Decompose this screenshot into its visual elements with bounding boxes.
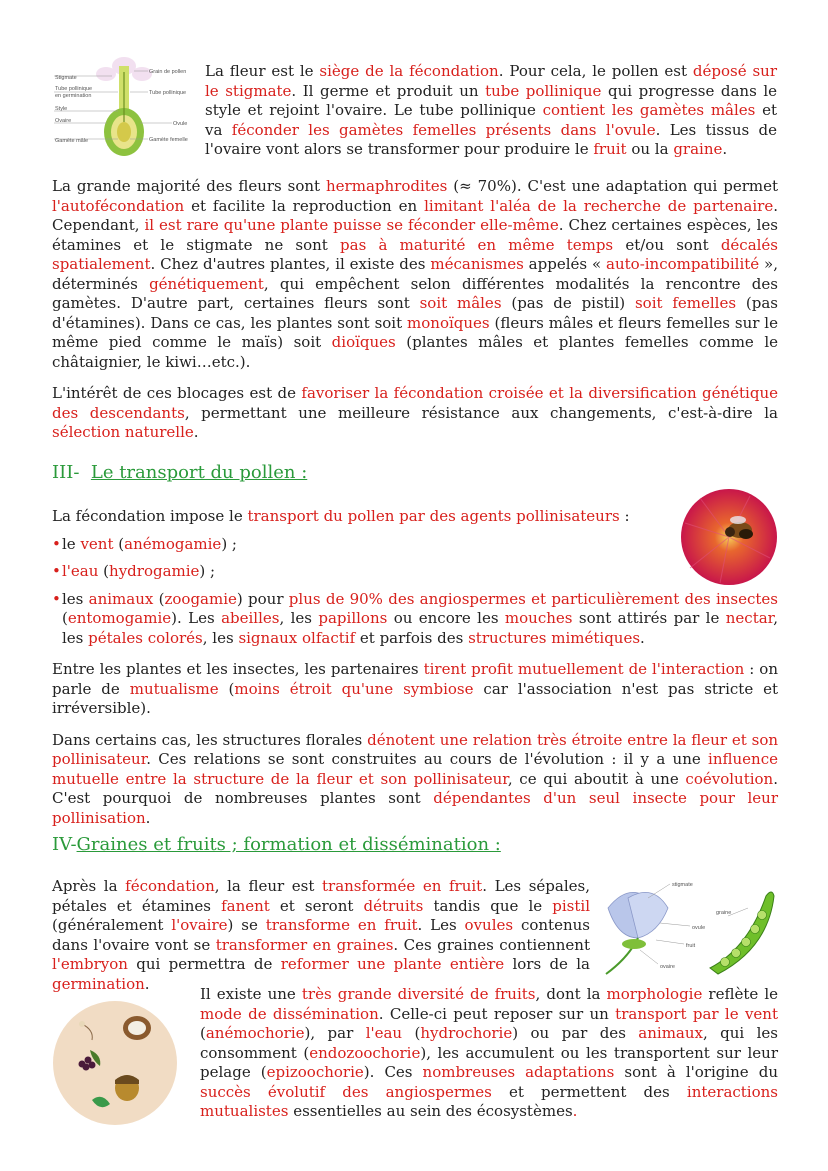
- text-run: , permettant une meilleure résistance aux changements, c'est-à-dire la: [184, 403, 778, 422]
- section-4-title: Graines et fruits ; formation et dissémination :: [76, 834, 501, 855]
- text-run: . Celle-ci peut reposer sur un: [378, 1004, 616, 1023]
- highlight-term: il est rare qu'une plante puisse se féconder elle-même: [144, 216, 559, 234]
- label-tube-germ-2: en germination: [55, 93, 92, 99]
- pollinator-list: [52, 535, 778, 649]
- text-run: .: [193, 423, 199, 441]
- label-stigmate: Stigmate: [55, 75, 77, 81]
- highlight-term: l'embryon: [52, 955, 128, 973]
- text-run: contenus dans l'ovaire vont se: [52, 916, 590, 954]
- highlight-term: ovules: [464, 916, 514, 934]
- text-run: essentielles au sein des écosystèmes: [288, 1102, 573, 1120]
- highlight-term: mutualisme: [129, 679, 219, 698]
- highlight-term: papillons: [318, 609, 388, 627]
- text-run: .: [640, 628, 645, 647]
- highlight-term: fruit: [593, 140, 627, 158]
- text-run: . Les sépales, pétales et étamines: [52, 877, 590, 915]
- text-run: car l'association n'est pas stricte et irréversible).: [52, 679, 779, 717]
- text-run: ). Les: [171, 609, 222, 627]
- highlight-term: soit femelles: [634, 294, 737, 312]
- highlight-term: tirent profit mutuellement de l'interaction: [423, 660, 745, 678]
- text-run: , les: [279, 609, 319, 627]
- highlight-term: pétales colorés: [88, 628, 203, 647]
- section-3-heading: [52, 462, 307, 483]
- highlight-term: pistil: [552, 896, 590, 915]
- text-run: . C'est pourquoi de nombreuses plantes sont: [52, 769, 778, 807]
- flower-to-fruit-diagram: [598, 878, 780, 978]
- highlight-term: l'eau: [365, 1024, 403, 1042]
- label-gamete-femelle: Gamète femelle: [149, 137, 188, 143]
- text-run: ) pour: [236, 589, 289, 608]
- text-run: et/ou sont: [613, 235, 721, 254]
- text-run: ). Ces: [363, 1063, 423, 1081]
- text-run: La fleur est le: [205, 62, 320, 80]
- highlight-term: .: [572, 1102, 578, 1120]
- text-run: Dans certains cas, les structures florales: [52, 730, 368, 749]
- highlight-term: hermaphrodites: [326, 177, 448, 195]
- highlight-term: déposé sur le stigmate: [205, 62, 777, 100]
- highlight-term: morphologie: [606, 985, 703, 1003]
- list-item: • l'eau (hydrogamie) ;: [52, 562, 216, 580]
- text-run: tandis que le: [423, 896, 553, 915]
- text-run: ), les accumulent ou les transportent sur leur pelage (: [200, 1043, 778, 1081]
- text-run: , les: [62, 609, 778, 647]
- highlight-term: mouches: [504, 609, 573, 627]
- highlight-term: soit mâles: [419, 294, 502, 312]
- text-run: lors de la: [504, 955, 590, 973]
- highlight-term: siège de la fécondation: [319, 62, 499, 80]
- dissemination-paragraph: [200, 985, 778, 1122]
- highlight-term: reformer une plante entière: [280, 955, 505, 973]
- text-run: .: [722, 140, 728, 158]
- highlight-term: hydrochorie: [420, 1024, 513, 1042]
- cross-fertilization-paragraph: [52, 384, 778, 443]
- text-run: reflète le: [702, 985, 779, 1003]
- highlight-term: limitant l'aléa de la recherche de partenaire: [424, 196, 774, 215]
- highlight-term: dépendantes d'un seul insecte pour leur pollinisation: [52, 789, 778, 827]
- text-run: La grande majorité des fleurs sont: [52, 177, 327, 195]
- label-fruit: fruit: [686, 943, 696, 949]
- text-run: . Ces graines contiennent: [393, 935, 590, 954]
- highlight-term: mécanismes: [430, 255, 524, 273]
- highlight-term: transforme en fruit: [265, 916, 418, 934]
- label-grain-pollen: Grain de pollen: [149, 69, 187, 75]
- highlight-term: signaux olfactif: [238, 628, 356, 647]
- section-4-number: IV-: [52, 834, 77, 855]
- text-run: , ce qui aboutit à une: [507, 769, 686, 788]
- text-run: . Chez certaines espèces, les étamines et le stigmate ne sont: [52, 216, 778, 254]
- highlight-term: sélection naturelle: [52, 423, 194, 441]
- highlight-term: contient les gamètes mâles: [542, 101, 756, 119]
- list-item: • le vent (anémogamie) ;: [52, 534, 237, 553]
- text-run: . Cependant,: [52, 196, 778, 234]
- highlight-term: très grande diversité de fruits: [301, 985, 536, 1003]
- highlight-term: décalés spatialement: [52, 235, 779, 273]
- highlight-term: génétiquement: [149, 274, 264, 293]
- text-run: Après la: [52, 877, 126, 895]
- highlight-term: favoriser la fécondation croisée et la diversification génétique des descendants: [52, 384, 778, 422]
- text-run: et permettent des: [491, 1082, 687, 1101]
- label-tube-pollinique: Tube pollinique: [149, 90, 187, 96]
- text-run: ) se: [227, 916, 266, 934]
- highlight-term: nombreuses adaptations: [422, 1063, 615, 1081]
- flower-fertilization-diagram: [52, 52, 192, 164]
- text-run: et parfois des: [355, 628, 469, 647]
- text-run: le: [62, 534, 81, 553]
- text-run: . Il germe et produit un: [291, 81, 486, 100]
- text-run: (: [200, 1024, 206, 1042]
- highlight-term: l'autofécondation: [52, 196, 185, 215]
- text-run: , les: [202, 628, 239, 647]
- highlight-term: coévolution: [685, 769, 774, 788]
- highlight-term: anémogamie: [124, 534, 222, 553]
- mutualism-paragraph: [52, 660, 778, 719]
- text-run: et seront: [269, 896, 364, 915]
- highlight-term: auto-incompatibilité: [606, 255, 760, 273]
- text-run: sont attirés par le: [572, 609, 726, 627]
- highlight-term: l'ovaire: [171, 916, 228, 934]
- label-ovaire: Ovaire: [55, 118, 72, 124]
- text-run: ou encore les: [387, 609, 505, 627]
- highlight-term: fanent: [221, 896, 270, 915]
- highlight-term: interactions mutualistes: [200, 1082, 778, 1120]
- highlight-term: germination: [52, 974, 145, 993]
- highlight-term: transport du pollen par des agents pollinisateurs: [247, 507, 620, 525]
- highlight-term: influence mutuelle entre la structure de la fleur et son pollinisateur: [52, 750, 778, 788]
- highlight-term: entomogamie: [67, 609, 172, 627]
- label-stigmate-fruit: stigmate: [672, 882, 693, 888]
- highlight-term: plus de 90% des angiospermes et particulièrement des insectes: [288, 589, 779, 608]
- highlight-term: succès évolutif des angiospermes: [200, 1082, 492, 1101]
- text-run: (: [113, 534, 125, 553]
- text-run: . Les tissus de l'ovaire vont alors se transformer pour produire le: [205, 120, 778, 158]
- text-run: ) ;: [199, 562, 216, 580]
- coevolution-paragraph: [52, 731, 778, 829]
- highlight-term: transformée en fruit: [322, 877, 483, 895]
- highlight-term: nectar: [725, 609, 774, 627]
- text-run: , qui empêchent selon différentes modalités la rencontre des gamètes. D'autre part, certaines fleurs sont: [52, 274, 778, 312]
- highlight-term: transformer en graines: [215, 935, 394, 954]
- text-run: . Pour cela, le pollen est: [498, 62, 693, 80]
- text-run: : on parle de: [52, 660, 778, 698]
- text-run: ) ;: [221, 534, 237, 553]
- text-run: qui progresse dans le style et rejoint l'ovaire. Le tube pollinique: [205, 81, 778, 119]
- label-tube-germ-1: Tube pollinique: [55, 86, 93, 92]
- highlight-term: monoïques: [407, 313, 490, 332]
- fruit-diversity-illustration: [52, 1000, 178, 1126]
- highlight-term: animaux: [638, 1024, 703, 1042]
- text-run: (généralement: [52, 916, 172, 934]
- section-3-number: III-: [52, 462, 80, 483]
- section-4-heading: [52, 834, 501, 855]
- highlight-term: anémochorie: [205, 1024, 305, 1042]
- highlight-term: graine: [673, 140, 723, 158]
- text-run: (: [218, 679, 235, 698]
- highlight-term: féconder les gamètes femelles présents dans l'ovule: [231, 120, 656, 139]
- highlight-term: epizoochorie: [266, 1063, 364, 1081]
- highlight-term: détruits: [363, 896, 424, 915]
- highlight-term: endozoochorie: [309, 1043, 421, 1062]
- section-3-lead: [52, 507, 672, 527]
- text-run: (plantes mâles et plantes femelles comme le châtaignier, le kiwi…etc.).: [52, 333, 778, 371]
- label-gamete-male: Gamète mâle: [55, 138, 89, 144]
- highlight-term: moins étroit qu'une symbiose: [234, 679, 474, 698]
- text-run: sont à l'origine du: [614, 1063, 778, 1081]
- text-run: (: [402, 1024, 421, 1042]
- text-run: ou la: [626, 140, 674, 158]
- intro-paragraph: [205, 62, 777, 160]
- text-run: appelés «: [523, 255, 607, 273]
- highlight-term: tube pollinique: [485, 81, 602, 100]
- highlight-term: fécondation: [125, 877, 215, 895]
- highlight-term: transport par le vent: [615, 1004, 778, 1023]
- text-run: ) ou par des: [512, 1024, 639, 1042]
- text-run: , la fleur est: [214, 877, 322, 895]
- highlight-term: mode de dissémination: [200, 1004, 379, 1023]
- text-run: (fleurs mâles et fleurs femelles sur le même pied comme le maïs) soit: [52, 313, 778, 351]
- text-run: La fécondation impose le: [52, 507, 248, 525]
- label-ovule-fruit: ovule: [692, 925, 706, 931]
- text-run: Il existe une: [200, 985, 302, 1003]
- label-graine: graine: [716, 910, 732, 916]
- text-run: qui permettra de: [127, 955, 281, 973]
- text-run: (: [62, 609, 68, 627]
- text-run: . Ces relations se sont construites au cours de l'évolution : il y a une: [146, 750, 709, 768]
- highlight-term: vent: [80, 534, 114, 553]
- text-run: (pas d'étamines). Dans ce cas, les plantes sont soit: [52, 294, 778, 332]
- highlight-term: dioïques: [331, 333, 396, 351]
- text-run: . Chez d'autres plantes, il existe des: [150, 255, 431, 273]
- text-run: , dont la: [535, 985, 607, 1003]
- highlight-term: zoogamie: [164, 589, 237, 608]
- text-run: :: [619, 507, 630, 525]
- text-run: L'intérêt de ces blocages est de: [52, 384, 302, 402]
- text-run: et facilite la reproduction en: [184, 196, 425, 215]
- text-run: .: [145, 808, 151, 827]
- list-item: • les animaux (zoogamie) pour plus de 90% des angiospermes et particulièrement des insectes (entomogamie). Les abeilles, les papillons ou encore les mouches sont attirés par le nectar, les pétales colorés, les signaux olfactif et parfois des structures mimétiques.: [52, 589, 779, 647]
- text-run: . Les: [417, 916, 465, 934]
- text-run: .: [144, 974, 150, 993]
- fruit-formation-paragraph: [52, 877, 590, 994]
- text-run: (pas de pistil): [501, 294, 635, 312]
- highlight-term: pas à maturité en même temps: [340, 235, 614, 254]
- text-run: (: [98, 562, 110, 580]
- highlight-term: structures mimétiques: [468, 628, 641, 647]
- text-run: et va: [205, 101, 777, 139]
- text-run: (: [153, 589, 165, 608]
- text-run: Entre les plantes et les insectes, les partenaires: [52, 660, 424, 678]
- label-style: Style: [55, 106, 68, 112]
- highlight-term: l'eau: [62, 562, 99, 580]
- hermaphrodite-paragraph: [52, 177, 778, 372]
- highlight-term: hydrogamie: [109, 562, 200, 580]
- label-ovule: Ovule: [173, 121, 188, 127]
- label-ovaire-fruit: ovaire: [660, 964, 675, 970]
- section-3-title: Le transport du pollen :: [90, 462, 308, 483]
- highlight-term: animaux: [88, 589, 154, 608]
- text-run: (≈ 70%). C'est une adaptation qui permet: [447, 177, 779, 195]
- highlight-term: dénotent une relation très étroite entre la fleur et son pollinisateur: [52, 730, 779, 768]
- text-run: les: [62, 589, 89, 608]
- highlight-term: abeilles: [221, 609, 280, 627]
- text-run: , qui les consomment (: [200, 1024, 778, 1062]
- text-run: ), par: [304, 1024, 366, 1042]
- text-run: », déterminés: [52, 255, 778, 293]
